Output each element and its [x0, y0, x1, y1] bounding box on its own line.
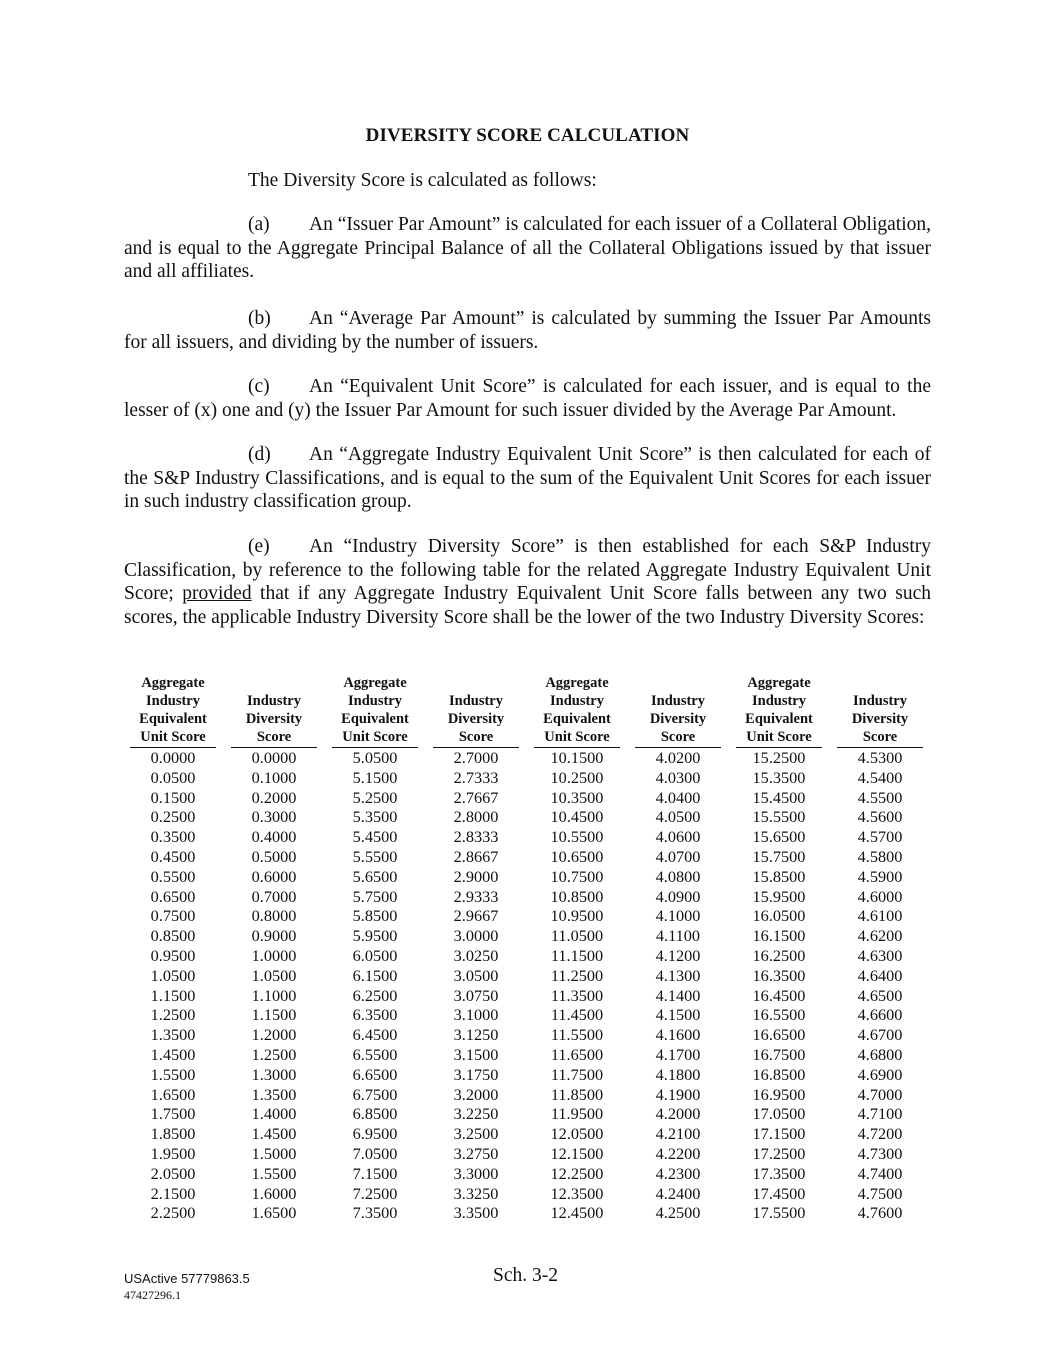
diversity-score-cell: 4.1500: [655, 1005, 701, 1025]
diversity-score-cell: 3.1500: [453, 1044, 499, 1064]
diversity-score-cell: 0.8000: [251, 906, 297, 926]
unit-score-cell: 5.0500: [352, 748, 398, 767]
diversity-score-cell: 1.5000: [251, 1143, 297, 1163]
diversity-score-cell: 2.8333: [453, 827, 499, 847]
column-header-line: Unit Score: [746, 729, 812, 745]
column-header: [433, 674, 519, 748]
diversity-score-cell: 4.5600: [857, 807, 903, 827]
diversity-score-cell: 4.1400: [655, 985, 701, 1005]
unit-score-cell: 0.3500: [150, 827, 196, 847]
paragraph-d: [124, 443, 931, 514]
paragraph-e: [124, 535, 931, 629]
diversity-score-cell: 4.1300: [655, 965, 701, 985]
table-row: [130, 986, 923, 1006]
diversity-score-cell: 3.2500: [453, 1124, 499, 1144]
unit-score-cell: 6.0500: [352, 945, 398, 965]
diversity-score-cell: 2.9000: [453, 866, 499, 886]
unit-score-cell: 11.1500: [550, 945, 604, 965]
diversity-score-cell: 0.1000: [251, 767, 297, 787]
unit-score-cell: 16.6500: [752, 1025, 806, 1045]
diversity-score-cell: 4.7500: [857, 1183, 903, 1203]
column-header-line: Diversity: [851, 711, 909, 727]
diversity-score-cell: 4.6300: [857, 945, 903, 965]
paragraph-label: (a): [248, 214, 270, 235]
table-row: [130, 768, 923, 788]
unit-score-cell: 15.3500: [752, 767, 806, 787]
paragraph-label: (d): [248, 444, 271, 465]
diversity-score-cell: 4.7400: [857, 1163, 903, 1183]
column-header-line: Industry: [651, 693, 705, 709]
diversity-score-cell: 0.7000: [251, 886, 297, 906]
diversity-score-cell: 3.1750: [453, 1064, 499, 1084]
unit-score-cell: 10.3500: [550, 787, 604, 807]
unit-score-cell: 11.4500: [550, 1005, 604, 1025]
unit-score-cell: 1.6500: [150, 1084, 196, 1104]
diversity-score-cell: 3.3000: [453, 1163, 499, 1183]
column-header-line: Aggregate: [545, 675, 609, 691]
diversity-score-cell: 0.3000: [251, 807, 297, 827]
table-row: [130, 847, 923, 867]
unit-score-cell: 16.1500: [752, 926, 806, 946]
paragraph-text: that if any Aggregate Industry Equivalent Unit Score falls between any two such scores, the applicable Industry Diversity Score shall be the lower of the two Industry Diversity Scores:: [124, 583, 931, 628]
column-header-line: Industry: [247, 693, 301, 709]
diversity-score-cell: 1.1000: [251, 985, 297, 1005]
table-row: [130, 867, 923, 887]
diversity-score-cell: 4.2500: [655, 1203, 701, 1223]
column-header-line: Score: [660, 729, 696, 745]
unit-score-cell: 10.4500: [550, 807, 604, 827]
unit-score-cell: 2.0500: [150, 1163, 196, 1183]
diversity-score-cell: 4.5800: [857, 846, 903, 866]
page-title: DIVERSITY SCORE CALCULATION: [365, 125, 690, 146]
diversity-score-cell: 2.8000: [453, 807, 499, 827]
column-header-line: Unit Score: [140, 729, 206, 745]
diversity-score-cell: 3.0250: [453, 945, 499, 965]
diversity-score-cell: 0.4000: [251, 827, 297, 847]
unit-score-cell: 16.7500: [752, 1044, 806, 1064]
paragraph-text: An “Average Par Amount” is calculated by summing the Issuer Par Amounts for all issuers, and dividing by the number of issuers.: [124, 308, 931, 353]
column-header-line: Unit Score: [544, 729, 610, 745]
diversity-score-cell: 3.0750: [453, 985, 499, 1005]
unit-score-cell: 12.3500: [550, 1183, 604, 1203]
unit-score-cell: 17.5500: [752, 1203, 806, 1223]
table-row: [130, 788, 923, 808]
unit-score-cell: 11.5500: [550, 1025, 604, 1045]
unit-score-cell: 0.0500: [150, 767, 196, 787]
diversity-score-cell: 2.9667: [453, 906, 499, 926]
table-row: [130, 1164, 923, 1184]
column-header: [534, 674, 620, 748]
unit-score-cell: 16.4500: [752, 985, 806, 1005]
diversity-score-cell: 1.6000: [251, 1183, 297, 1203]
unit-score-cell: 2.1500: [150, 1183, 196, 1203]
unit-score-cell: 16.8500: [752, 1064, 806, 1084]
column-header-line: Industry: [752, 693, 806, 709]
column-header-line: Aggregate: [343, 675, 407, 691]
unit-score-cell: 12.4500: [550, 1203, 604, 1223]
diversity-score-cell: 4.0600: [655, 827, 701, 847]
diversity-score-cell: 4.1800: [655, 1064, 701, 1084]
paragraph-label: (c): [248, 376, 270, 397]
unit-score-cell: 16.5500: [752, 1005, 806, 1025]
diversity-score-cell: 4.7600: [857, 1203, 903, 1223]
unit-score-cell: 6.8500: [352, 1104, 398, 1124]
diversity-score-cell: 4.6100: [857, 906, 903, 926]
column-header-line: Equivalent: [543, 711, 611, 727]
table-row: [130, 1124, 923, 1144]
diversity-score-cell: 4.1600: [655, 1025, 701, 1045]
diversity-score-cell: 1.3000: [251, 1064, 297, 1084]
intro-text: The Diversity Score is calculated as follows:: [248, 170, 597, 191]
diversity-score-cell: 4.7300: [857, 1143, 903, 1163]
paragraph-text: An “Aggregate Industry Equivalent Unit Score” is then calculated for each of the S&P Industry Classifications, and is equal to the sum of the Equivalent Unit Scores for each issuer in such industry classification group.: [124, 444, 931, 512]
paragraph-c: [124, 375, 931, 422]
column-header-line: Diversity: [447, 711, 505, 727]
column-header-line: Industry: [348, 693, 402, 709]
diversity-score-cell: 2.9333: [453, 886, 499, 906]
diversity-score-cell: 2.8667: [453, 846, 499, 866]
table-header-row: [130, 674, 923, 748]
unit-score-cell: 1.5500: [150, 1064, 196, 1084]
footer-doc-sub-id: 47427296.1: [124, 1288, 181, 1302]
unit-score-cell: 5.2500: [352, 787, 398, 807]
diversity-score-cell: 2.7000: [453, 748, 499, 767]
unit-score-cell: 15.8500: [752, 866, 806, 886]
column-header-line: [635, 674, 721, 692]
column-header-line: [231, 674, 317, 692]
diversity-score-cell: 4.5500: [857, 787, 903, 807]
column-header-line: Aggregate: [141, 675, 205, 691]
table-row: [130, 1065, 923, 1085]
column-header: [130, 674, 216, 748]
table-row: [130, 887, 923, 907]
column-header-line: [837, 674, 923, 692]
column-header-line: Aggregate: [747, 675, 811, 691]
column-header-line: Score: [862, 729, 898, 745]
unit-score-cell: 0.5500: [150, 866, 196, 886]
column-header-line: Equivalent: [139, 711, 207, 727]
diversity-score-cell: 1.2000: [251, 1025, 297, 1045]
unit-score-cell: 15.7500: [752, 846, 806, 866]
unit-score-cell: 6.2500: [352, 985, 398, 1005]
column-header-line: [433, 674, 519, 692]
diversity-score-cell: 3.3250: [453, 1183, 499, 1203]
diversity-score-cell: 4.1700: [655, 1044, 701, 1064]
diversity-score-cell: 4.6500: [857, 985, 903, 1005]
unit-score-cell: 17.0500: [752, 1104, 806, 1124]
unit-score-cell: 0.2500: [150, 807, 196, 827]
diversity-score-cell: 4.6700: [857, 1025, 903, 1045]
paragraph-text: An “Industry Diversity Score” is then established for each S&P Industry Classification, by reference to the following table for the related Aggregate Industry Equivalent Unit Score;: [124, 536, 931, 604]
unit-score-cell: 15.6500: [752, 827, 806, 847]
unit-score-cell: 16.2500: [752, 945, 806, 965]
diversity-score-cell: 1.4000: [251, 1104, 297, 1124]
diversity-score-cell: 1.0000: [251, 945, 297, 965]
table-row: [130, 926, 923, 946]
unit-score-cell: 10.1500: [550, 748, 604, 767]
diversity-score-cell: 3.2250: [453, 1104, 499, 1124]
unit-score-cell: 12.0500: [550, 1124, 604, 1144]
paragraph-text: An “Issuer Par Amount” is calculated for each issuer of a Collateral Obligation, and is equal to the Aggregate Principal Balance of all the Collateral Obligations issued by that issuer and all affiliates.: [124, 214, 931, 282]
paragraph-text: An “Equivalent Unit Score” is calculated for each issuer, and is equal to the lesser of (x) one and (y) the Issuer Par Amount for such issuer divided by the Average Par Amount.: [124, 376, 931, 421]
unit-score-cell: 1.0500: [150, 965, 196, 985]
page-label: Sch. 3-2: [493, 1265, 558, 1286]
diversity-score-cell: 3.2000: [453, 1084, 499, 1104]
column-header: [736, 674, 822, 748]
diversity-score-cell: 2.7333: [453, 767, 499, 787]
unit-score-cell: 10.2500: [550, 767, 604, 787]
diversity-score-cell: 4.6600: [857, 1005, 903, 1025]
column-header: [635, 674, 721, 748]
diversity-score-cell: 4.6400: [857, 965, 903, 985]
unit-score-cell: 5.1500: [352, 767, 398, 787]
provided-underlined: provided: [182, 583, 252, 604]
unit-score-cell: 10.8500: [550, 886, 604, 906]
diversity-score-cell: 4.2200: [655, 1143, 701, 1163]
diversity-score-cell: 4.6900: [857, 1064, 903, 1084]
unit-score-cell: 5.7500: [352, 886, 398, 906]
diversity-score-cell: 1.3500: [251, 1084, 297, 1104]
table-row: [130, 1184, 923, 1204]
unit-score-cell: 2.2500: [150, 1203, 196, 1223]
unit-score-cell: 11.8500: [550, 1084, 604, 1104]
unit-score-cell: 6.5500: [352, 1044, 398, 1064]
diversity-score-cell: 1.4500: [251, 1124, 297, 1144]
unit-score-cell: 5.5500: [352, 846, 398, 866]
unit-score-cell: 11.3500: [550, 985, 604, 1005]
diversity-score-cell: 0.2000: [251, 787, 297, 807]
diversity-score-cell: 4.1900: [655, 1084, 701, 1104]
unit-score-cell: 6.1500: [352, 965, 398, 985]
column-header-line: Diversity: [649, 711, 707, 727]
diversity-score-cell: 1.1500: [251, 1005, 297, 1025]
unit-score-cell: 0.4500: [150, 846, 196, 866]
footer-doc-id: USActive 57779863.5: [124, 1271, 250, 1286]
unit-score-cell: 1.7500: [150, 1104, 196, 1124]
unit-score-cell: 1.8500: [150, 1124, 196, 1144]
paragraph-label: (b): [248, 308, 271, 329]
unit-score-cell: 17.2500: [752, 1143, 806, 1163]
diversity-score-cell: 4.1000: [655, 906, 701, 926]
unit-score-cell: 17.1500: [752, 1124, 806, 1144]
unit-score-cell: 10.6500: [550, 846, 604, 866]
diversity-score-cell: 3.0500: [453, 965, 499, 985]
unit-score-cell: 7.0500: [352, 1143, 398, 1163]
table-row: [130, 966, 923, 986]
column-header: [332, 674, 418, 748]
diversity-score-cell: 4.6200: [857, 926, 903, 946]
unit-score-cell: 5.8500: [352, 906, 398, 926]
unit-score-cell: 5.9500: [352, 926, 398, 946]
table-row: [130, 1104, 923, 1124]
table-row: [130, 946, 923, 966]
unit-score-cell: 7.3500: [352, 1203, 398, 1223]
unit-score-cell: 17.4500: [752, 1183, 806, 1203]
diversity-score-table: [115, 674, 938, 1223]
diversity-score-cell: 4.5900: [857, 866, 903, 886]
diversity-score-cell: 2.7667: [453, 787, 499, 807]
diversity-score-cell: 0.0000: [251, 748, 297, 767]
unit-score-cell: 15.2500: [752, 748, 806, 767]
paragraph-b: [124, 307, 931, 354]
diversity-score-cell: 4.1200: [655, 945, 701, 965]
diversity-score-cell: 4.7100: [857, 1104, 903, 1124]
diversity-score-cell: 4.1100: [655, 926, 701, 946]
diversity-score-cell: 1.6500: [251, 1203, 297, 1223]
unit-score-cell: 6.9500: [352, 1124, 398, 1144]
column-header: [837, 674, 923, 748]
table-row: [130, 748, 923, 768]
diversity-score-cell: 4.0400: [655, 787, 701, 807]
diversity-score-cell: 4.5300: [857, 748, 903, 767]
column-header-line: Score: [458, 729, 494, 745]
column-header-line: Industry: [853, 693, 907, 709]
unit-score-cell: 16.9500: [752, 1084, 806, 1104]
table-row: [130, 1045, 923, 1065]
unit-score-cell: 0.6500: [150, 886, 196, 906]
diversity-score-cell: 4.7000: [857, 1084, 903, 1104]
unit-score-cell: 0.0000: [150, 748, 196, 767]
table-row: [130, 1025, 923, 1045]
unit-score-cell: 11.6500: [550, 1044, 604, 1064]
table-row: [130, 827, 923, 847]
diversity-score-cell: 0.9000: [251, 926, 297, 946]
unit-score-cell: 7.1500: [352, 1163, 398, 1183]
diversity-score-cell: 4.6000: [857, 886, 903, 906]
unit-score-cell: 0.8500: [150, 926, 196, 946]
paragraph-label: (e): [248, 536, 270, 557]
unit-score-cell: 5.3500: [352, 807, 398, 827]
diversity-score-cell: 4.2300: [655, 1163, 701, 1183]
unit-score-cell: 17.3500: [752, 1163, 806, 1183]
diversity-score-cell: 3.1250: [453, 1025, 499, 1045]
column-header: [231, 674, 317, 748]
unit-score-cell: 12.1500: [550, 1143, 604, 1163]
diversity-score-cell: 1.2500: [251, 1044, 297, 1064]
table-row: [130, 1144, 923, 1164]
unit-score-cell: 15.9500: [752, 886, 806, 906]
diversity-score-cell: 4.5400: [857, 767, 903, 787]
diversity-score-cell: 4.0500: [655, 807, 701, 827]
unit-score-cell: 11.2500: [550, 965, 604, 985]
unit-score-cell: 11.0500: [550, 926, 604, 946]
unit-score-cell: 16.0500: [752, 906, 806, 926]
diversity-score-cell: 4.2000: [655, 1104, 701, 1124]
footer-doc-ids: [124, 1270, 250, 1304]
unit-score-cell: 1.2500: [150, 1005, 196, 1025]
diversity-score-cell: 3.1000: [453, 1005, 499, 1025]
unit-score-cell: 15.5500: [752, 807, 806, 827]
unit-score-cell: 0.9500: [150, 945, 196, 965]
diversity-score-cell: 4.0700: [655, 846, 701, 866]
column-header-line: Unit Score: [342, 729, 408, 745]
unit-score-cell: 5.6500: [352, 866, 398, 886]
unit-score-cell: 10.7500: [550, 866, 604, 886]
unit-score-cell: 5.4500: [352, 827, 398, 847]
unit-score-cell: 6.6500: [352, 1064, 398, 1084]
column-header-line: Industry: [146, 693, 200, 709]
diversity-score-cell: 4.5700: [857, 827, 903, 847]
unit-score-cell: 6.7500: [352, 1084, 398, 1104]
column-header-line: Equivalent: [341, 711, 409, 727]
unit-score-cell: 12.2500: [550, 1163, 604, 1183]
diversity-score-cell: 4.0200: [655, 748, 701, 767]
unit-score-cell: 16.3500: [752, 965, 806, 985]
unit-score-cell: 10.9500: [550, 906, 604, 926]
unit-score-cell: 1.3500: [150, 1025, 196, 1045]
unit-score-cell: 0.7500: [150, 906, 196, 926]
table-row: [130, 1005, 923, 1025]
table-row: [130, 1085, 923, 1105]
unit-score-cell: 6.4500: [352, 1025, 398, 1045]
table-row: [130, 906, 923, 926]
diversity-score-cell: 4.2400: [655, 1183, 701, 1203]
diversity-score-cell: 3.2750: [453, 1143, 499, 1163]
unit-score-cell: 10.5500: [550, 827, 604, 847]
column-header-line: Equivalent: [745, 711, 813, 727]
unit-score-cell: 1.4500: [150, 1044, 196, 1064]
diversity-score-cell: 4.6800: [857, 1044, 903, 1064]
paragraph-a: [124, 213, 931, 284]
column-header-line: Industry: [550, 693, 604, 709]
unit-score-cell: 11.9500: [550, 1104, 604, 1124]
column-header-line: Score: [256, 729, 292, 745]
diversity-score-cell: 4.0900: [655, 886, 701, 906]
diversity-score-cell: 0.6000: [251, 866, 297, 886]
column-header-line: Diversity: [245, 711, 303, 727]
unit-score-cell: 11.7500: [550, 1064, 604, 1084]
unit-score-cell: 6.3500: [352, 1005, 398, 1025]
diversity-score-cell: 4.2100: [655, 1124, 701, 1144]
table-row: [130, 1203, 923, 1223]
table-row: [130, 807, 923, 827]
diversity-score-cell: 4.7200: [857, 1124, 903, 1144]
diversity-score-cell: 1.5500: [251, 1163, 297, 1183]
diversity-score-cell: 1.0500: [251, 965, 297, 985]
diversity-score-cell: 0.5000: [251, 846, 297, 866]
unit-score-cell: 0.1500: [150, 787, 196, 807]
diversity-score-cell: 4.0300: [655, 767, 701, 787]
diversity-score-cell: 4.0800: [655, 866, 701, 886]
diversity-score-cell: 3.3500: [453, 1203, 499, 1223]
table-body: [130, 748, 923, 1223]
unit-score-cell: 1.9500: [150, 1143, 196, 1163]
column-header-line: Industry: [449, 693, 503, 709]
diversity-score-cell: 3.0000: [453, 926, 499, 946]
unit-score-cell: 15.4500: [752, 787, 806, 807]
unit-score-cell: 1.1500: [150, 985, 196, 1005]
unit-score-cell: 7.2500: [352, 1183, 398, 1203]
